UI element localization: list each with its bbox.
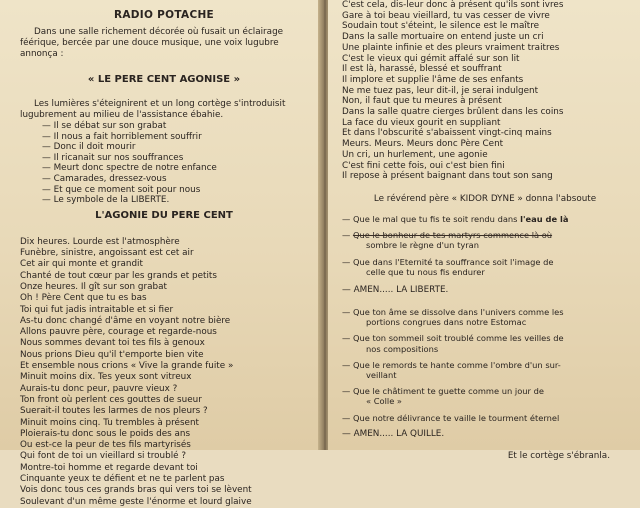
- poem-line: Un cri, un hurlement, une agonie: [342, 149, 488, 160]
- vow-item: — Que ton sommeil soit troublé comme les veilles de nos compositions: [342, 333, 628, 353]
- vow-continuation: nos compositions: [366, 343, 439, 354]
- poem-line: Il implore et supplie l'âme de ses enfants: [342, 74, 524, 85]
- poem-line: Montre-toi homme et regarde devant toi: [20, 462, 198, 473]
- vows-block-2: [342, 307, 628, 423]
- poem-line: Qui font de toi un vieillard si troublé ?: [20, 451, 187, 462]
- chant-list: [42, 121, 308, 206]
- list-item: — Camarades, dressez-vous: [42, 174, 308, 185]
- heading-agonise: « LE PERE CENT AGONISE »: [87, 74, 241, 85]
- vow-item: — Que le châtiment te guette comme un jour de « Colle »: [342, 386, 628, 406]
- poem-line: Minuit moins cinq. Tu trembles à présent: [20, 417, 199, 428]
- poem-line: Ou est-ce la peur de tes fils martyrisés: [20, 440, 191, 451]
- vow-item: — Que ton âme se dissolve dans l'univers comme les portions congrues dans notre Estomac: [342, 307, 628, 327]
- list-item: — Il ricanait sur nos souffrances: [42, 153, 308, 164]
- list-item: — Meurt donc spectre de notre enfance: [42, 163, 308, 174]
- poem-line: Dans la salle mortuaire on entend juste un cri: [342, 32, 544, 43]
- amen-liberte: — AMEN..... LA LIBERTE.: [342, 284, 449, 295]
- poem-line: Soudain tout s'éteint, le silence est le maître: [342, 21, 540, 32]
- poem-line: As-tu donc changé d'âme en voyant notre bière: [20, 315, 231, 326]
- poem-line: Et dans l'obscurité s'abaissent vingt-cinq mains: [342, 128, 552, 139]
- poem-line: Chanté de tout cœur par les grands et petits: [20, 270, 217, 281]
- vow-text: Que le mal que tu fis te soit rendu dans: [352, 213, 521, 224]
- poem-line: Onze heures. Il gît sur son grabat: [20, 281, 167, 292]
- poem-line: Non, il faut que tu meures à présent: [342, 96, 502, 107]
- poem-line: Aurais-tu donc peur, pauvre vieux ?: [20, 383, 178, 394]
- poem-continuation: [342, 0, 628, 182]
- vow-bold: l'eau de là: [520, 213, 569, 224]
- vow-continuation: veillant: [366, 369, 397, 380]
- poem-line: Dans la salle quatre cierges brûlent dans les coins: [342, 107, 564, 118]
- vow-item: — Que dans l'Eternité ta souffrance soit l'image de celle que tu nous fis endurer: [342, 257, 628, 277]
- poem-agonie: [20, 237, 308, 508]
- poem-line: Funèbre, sinistre, angoissant est cet air: [20, 248, 194, 259]
- amen-quille: — AMEN..... LA QUILLE.: [342, 428, 445, 439]
- poem-line: Soulevant d'un même geste l'énorme et lourd glaive: [20, 496, 252, 507]
- vow-text: Que le châtiment te guette comme un jour de: [352, 386, 544, 397]
- vow-text: Que ton sommeil soit troublé comme les veilles de: [352, 333, 564, 344]
- poem-line: Nous sommes devant toi tes fils à genoux: [20, 338, 205, 349]
- poem-line: Gare à toi beau vieillard, tu vas cesser de vivre: [342, 10, 550, 21]
- vows-block-1: [342, 214, 628, 277]
- vow-text: Que le remords te hante comme l'ombre d'un sur-: [352, 359, 561, 370]
- vow-continuation: portions congrues dans notre Estomac: [366, 317, 527, 328]
- poem-line: Nous prions Dieu qu'il t'emporte bien vite: [20, 349, 204, 360]
- poem-line: C'est fini cette fois, oui c'est bien fini: [342, 160, 505, 171]
- list-item: — Il nous a fait horriblement souffrir: [42, 132, 308, 143]
- poem-line: Meurs. Meurs. Meurs donc Père Cent: [342, 139, 504, 150]
- list-item: — Et que ce moment soit pour nous: [42, 185, 308, 196]
- list-item: — Le symbole de la LIBERTE.: [42, 195, 308, 206]
- poem-line: Toi qui fut jadis intraitable et si fier: [20, 304, 174, 315]
- poem-line: Il repose à présent baignant dans tout son sang: [342, 171, 553, 182]
- vow-text: Que le bonheur de tes martyrs commence là où: [352, 230, 553, 241]
- vow-continuation: celle que tu nous fis endurer: [366, 266, 485, 277]
- page-title: RADIO POTACHE: [113, 9, 215, 21]
- poem-line: C'est cela, dis-leur donc à présent qu'ils sont ivres: [342, 0, 564, 10]
- poem-line: Cinquante yeux te défient et ne te parlent pas: [20, 473, 225, 484]
- vow-continuation: « Colle »: [366, 396, 403, 407]
- vow-text: Que dans l'Eternité ta souffrance soit l'image de: [352, 256, 554, 267]
- vow-text: Que notre délivrance te vaille le tourment éternel: [352, 412, 560, 423]
- poem-line: Ploierais-tu donc sous le poids des ans: [20, 428, 191, 439]
- poem-line: Allons pauvre père, courage et regarde-nous: [20, 327, 217, 338]
- poem-line: Ton front où perlent ces gouttes de sueur: [20, 394, 202, 405]
- vow-item: — Que le mal que tu fis te soit rendu dans l'eau de là: [342, 213, 569, 224]
- poem-line: Oh ! Père Cent que tu es bas: [20, 293, 147, 304]
- poem-line: Dix heures. Lourde est l'atmosphère: [20, 236, 180, 247]
- vow-text: Que ton âme se dissolve dans l'univers comme les: [352, 306, 564, 317]
- vow-continuation: sombre le règne d'un tyran: [366, 240, 479, 251]
- vow-item: — Que notre délivrance te vaille le tourment éternel: [342, 412, 560, 423]
- poem-line: La face du vieux gourit en suppliant: [342, 117, 501, 128]
- poem-line: Ne me tuez pas, leur dit-il, je serai indulgent: [342, 85, 539, 96]
- list-item: — Donc il doit mourir: [42, 142, 308, 153]
- vow-item: — Que le remords te hante comme l'ombre d'un sur- veillant: [342, 360, 628, 380]
- heading-agonie: L'AGONIE DU PERE CENT: [95, 209, 233, 221]
- poem-line: Il est là, harassé, blessé et souffrant: [342, 64, 502, 75]
- poem-line: C'est le vieux qui gémit affalé sur son lit: [342, 53, 520, 64]
- poem-line: Suerait-il toutes les larmes de nos pleurs ?: [20, 406, 208, 417]
- poem-line: Une plainte infinie et des pleurs vraiment traitres: [342, 42, 560, 53]
- lights-paragraph: Les lumières s'éteignirent et un long cortège s'introduisit lugubrement au milieu de l'assistance ébahie.: [20, 99, 286, 120]
- list-item: — Il se débat sur son grabat: [42, 121, 308, 132]
- absoute-intro: Le révérend père « KIDOR DYNE » donna l'absoute: [373, 193, 597, 204]
- poem-line: Minuit moins dix. Tes yeux sont vitreux: [20, 372, 192, 383]
- poem-line: Vois donc tous ces grands bras qui vers toi se lèvent: [20, 485, 252, 496]
- intro-paragraph: Dans une salle richement décorée où fusait un éclairage féérique, bercée par une douce musique, une voix lugubre annonça :: [20, 27, 284, 59]
- vow-item: — Que le bonheur de tes martyrs commence là où sombre le règne d'un tyran: [342, 230, 628, 250]
- poem-line: Et ensemble nous crions « Vive la grande fuite »: [20, 361, 234, 372]
- right-page: [328, 0, 640, 461]
- closing-line: Et le cortège s'ébranla.: [507, 450, 610, 461]
- poem-line: Cet air qui monte et grandit: [20, 259, 143, 270]
